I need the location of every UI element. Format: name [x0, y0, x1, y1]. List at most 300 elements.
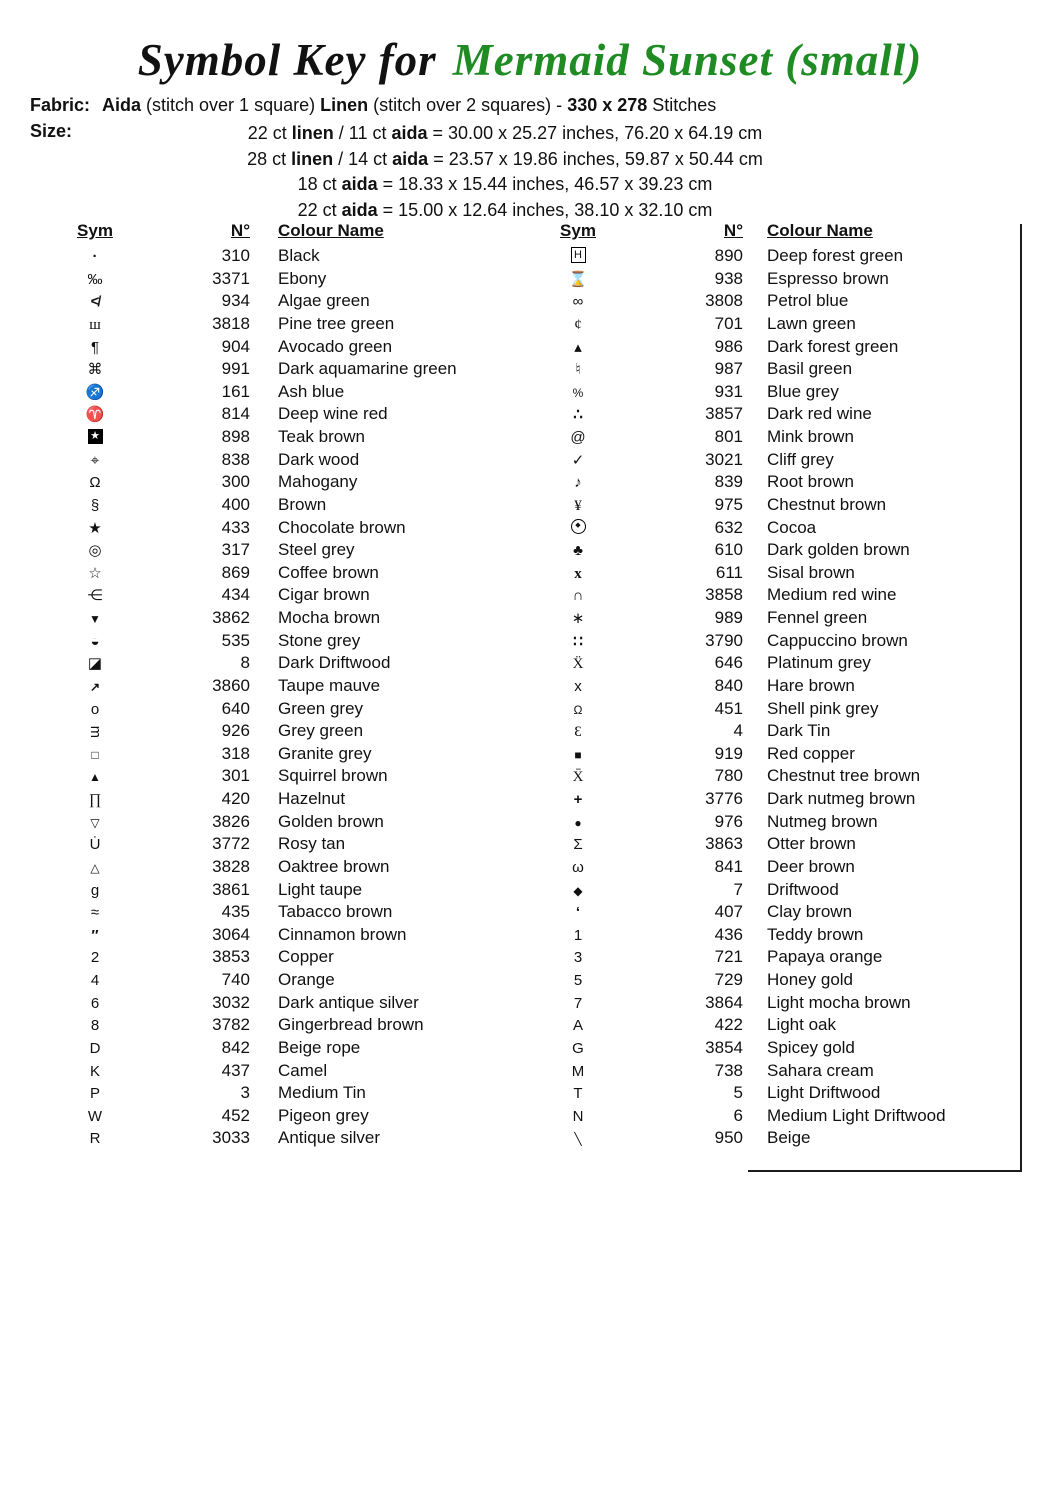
floss-number-cell: 8 — [240, 653, 250, 673]
symbol-cell — [30, 765, 160, 789]
fabric-segment: (stitch over 2 squares) - — [368, 95, 568, 115]
table-row — [30, 879, 490, 902]
symbol-cell — [30, 336, 160, 360]
floss-number-cell: 3776 — [705, 789, 743, 808]
stitch-symbol-glyph: A — [572, 1017, 583, 1035]
symbol-cell — [30, 743, 160, 767]
symbol-cell — [513, 901, 643, 925]
colour-name-cell: Ash blue — [278, 381, 345, 401]
colour-name-cell: Driftwood — [767, 879, 839, 899]
stitch-symbol-glyph: g — [90, 881, 100, 899]
colour-name-cell: Teak brown — [278, 427, 365, 446]
fabric-segment: Stitches — [647, 95, 717, 115]
table-row — [513, 1014, 1013, 1037]
stitch-symbol-glyph: ♮ — [575, 361, 581, 379]
floss-number-cell: 838 — [221, 449, 250, 469]
stitch-symbol-glyph: ≈ — [90, 904, 100, 922]
colour-name-cell: Sisal brown — [767, 562, 855, 582]
symbol-cell — [513, 765, 643, 789]
table-row — [513, 313, 1013, 336]
table-row — [30, 788, 490, 811]
symbol-cell — [30, 426, 160, 449]
stitch-symbol-glyph: Σ — [573, 836, 583, 854]
size-segment: aida — [341, 200, 378, 221]
table-row — [30, 1037, 490, 1060]
table-row — [30, 698, 490, 721]
colour-name-cell: Rosy tan — [278, 834, 346, 854]
floss-number-cell: 3828 — [212, 856, 250, 876]
floss-number-cell: 3790 — [705, 630, 743, 650]
size-line — [70, 172, 940, 198]
size-block — [30, 121, 940, 224]
symbol-cell — [30, 268, 160, 292]
stitch-symbol-glyph: ш — [89, 316, 101, 333]
floss-number-cell: 610 — [714, 540, 743, 560]
table-row — [30, 290, 490, 313]
fabric-line — [30, 95, 716, 116]
table-row — [513, 1082, 1013, 1105]
floss-number-cell: 987 — [714, 359, 743, 379]
colour-name-cell: Hare brown — [767, 675, 855, 695]
stitch-symbol-glyph: P — [89, 1085, 100, 1103]
floss-number-cell: 436 — [714, 924, 743, 944]
stitch-symbol-glyph: ↗ — [89, 679, 101, 694]
floss-number-cell: 3858 — [705, 585, 743, 605]
symbol-cell — [30, 924, 160, 948]
floss-number-cell: 740 — [221, 970, 250, 989]
colour-name-cell: Dark Driftwood — [278, 653, 391, 673]
header-number: N° — [230, 221, 250, 240]
stitch-symbol-glyph: ∗ — [571, 610, 585, 627]
symbol-cell — [513, 381, 643, 405]
floss-number-cell: 317 — [221, 540, 250, 560]
table-row — [513, 607, 1013, 630]
stitch-symbol-glyph: ■ — [574, 747, 582, 762]
stitch-symbol-glyph: ≮ — [90, 293, 100, 311]
stitch-symbol-glyph: ♪ — [574, 474, 582, 492]
colour-name-cell: Golden brown — [278, 811, 384, 831]
floss-number-cell: 632 — [714, 517, 743, 537]
table-row — [513, 539, 1013, 562]
floss-number-cell: 3826 — [212, 811, 250, 831]
colour-name-cell: Steel grey — [278, 540, 355, 560]
colour-name-cell: Platinum grey — [767, 653, 871, 673]
colour-name-cell: Oaktree brown — [278, 856, 390, 876]
table-row — [30, 245, 490, 268]
colour-name-cell: Red copper — [767, 743, 855, 763]
floss-number-cell: 3064 — [212, 924, 250, 944]
table-row — [30, 675, 490, 698]
table-row — [513, 788, 1013, 811]
table-row — [30, 471, 490, 494]
stitch-symbol-glyph: ♈ — [85, 406, 105, 424]
stitch-symbol-glyph: ▽ — [90, 815, 100, 830]
symbol-cell — [513, 924, 643, 948]
table-row — [513, 1060, 1013, 1083]
fabric-segment: 330 x 278 — [567, 95, 648, 115]
floss-number-cell: 3853 — [212, 947, 250, 967]
floss-number-cell: 898 — [221, 427, 250, 446]
bottom-border-rule — [748, 1170, 1022, 1172]
stitch-symbol-glyph: Ɛ — [574, 724, 582, 741]
table-row — [30, 856, 490, 879]
colour-name-cell: Dark antique silver — [278, 992, 419, 1012]
table-row — [30, 833, 490, 856]
floss-number-cell: 840 — [714, 675, 743, 695]
floss-number-cell: 5 — [733, 1083, 743, 1103]
symbol-cell — [30, 698, 160, 722]
symbol-cell — [30, 720, 160, 744]
floss-number-cell: 950 — [714, 1128, 743, 1148]
colour-name-cell: Pine tree green — [278, 313, 395, 333]
table-row — [513, 426, 1013, 449]
floss-number-cell: 3021 — [705, 449, 743, 469]
fabric-segment: Linen — [320, 95, 369, 115]
stitch-symbol-glyph: R — [89, 1130, 101, 1148]
table-row — [30, 1105, 490, 1128]
floss-number-cell: 938 — [714, 268, 743, 288]
size-segment: = 23.57 x 19.86 inches, 59.87 x 50.44 cm — [428, 148, 763, 169]
table-row — [30, 449, 490, 472]
colour-name-cell: Beige — [767, 1128, 811, 1148]
size-segment: / 14 ct — [333, 148, 393, 169]
colour-name-cell: Chestnut brown — [767, 494, 887, 514]
colour-name-cell: Dark Tin — [767, 721, 831, 741]
colour-name-cell: Blue grey — [767, 381, 839, 401]
floss-number-cell: 611 — [715, 562, 743, 582]
size-line — [70, 121, 940, 147]
size-segment: = 30.00 x 25.27 inches, 76.20 x 64.19 cm — [427, 123, 763, 143]
table-row — [513, 833, 1013, 856]
stitch-symbol-glyph: 5 — [573, 972, 583, 989]
symbol-cell — [513, 426, 643, 450]
floss-number-cell: 839 — [714, 472, 743, 492]
size-segment: 22 ct — [247, 123, 292, 143]
symbol-cell — [30, 675, 160, 699]
table-row — [513, 517, 1013, 540]
symbol-cell — [30, 969, 160, 993]
colour-name-cell: Dark nutmeg brown — [767, 789, 916, 808]
size-segment: = 18.33 x 15.44 inches, 46.57 x 39.23 cm — [377, 174, 713, 195]
table-row — [30, 358, 490, 381]
stitch-symbol-glyph: + — [573, 791, 583, 808]
floss-number-cell: 437 — [221, 1060, 250, 1080]
symbol-cell — [513, 584, 643, 608]
title-pattern-name: Mermaid Sunset (small) — [452, 35, 923, 85]
colour-name-cell: Root brown — [767, 472, 854, 492]
colour-name-cell: Basil green — [767, 359, 853, 379]
floss-number-cell: 780 — [714, 766, 743, 786]
table-row — [513, 494, 1013, 517]
floss-number-cell: 400 — [221, 494, 250, 514]
colour-name-cell: Gingerbread brown — [278, 1015, 424, 1035]
symbol-cell — [30, 517, 160, 541]
symbol-cell — [513, 652, 643, 676]
colour-name-cell: Spicey gold — [767, 1037, 855, 1057]
stitch-symbol-glyph: ∞ — [572, 293, 584, 311]
table-row — [513, 403, 1013, 426]
table-row — [513, 562, 1013, 585]
colour-name-cell: Light oak — [767, 1015, 836, 1035]
floss-number-cell: 3371 — [212, 268, 250, 288]
floss-number-cell: 904 — [221, 336, 250, 356]
colour-name-cell: Copper — [278, 947, 334, 967]
symbol-cell — [513, 607, 643, 631]
symbol-cell — [513, 675, 643, 699]
table-row — [30, 517, 490, 540]
floss-number-cell: 433 — [221, 517, 250, 537]
table-row — [30, 336, 490, 359]
floss-number-cell: 890 — [714, 246, 743, 265]
symbol-cell — [513, 403, 643, 427]
table-row — [30, 426, 490, 449]
table-row — [513, 765, 1013, 788]
floss-number-cell: 991 — [221, 359, 250, 379]
symbol-cell — [513, 1127, 643, 1151]
key-table-right — [513, 220, 1013, 1150]
table-row — [30, 607, 490, 630]
table-row — [513, 630, 1013, 653]
table-row — [30, 720, 490, 743]
symbol-cell — [30, 290, 160, 314]
colour-name-cell: Taupe mauve — [278, 675, 381, 695]
table-row — [513, 471, 1013, 494]
stitch-symbol-glyph: ⌛ — [568, 270, 588, 288]
size-segment: 22 ct — [297, 200, 342, 221]
stitch-symbol-glyph: T — [573, 1085, 583, 1103]
colour-name-cell: Papaya orange — [767, 947, 883, 967]
table-row — [30, 562, 490, 585]
floss-number-cell: 926 — [221, 721, 250, 741]
symbol-cell — [30, 856, 160, 880]
symbol-cell — [513, 969, 643, 993]
size-line — [70, 147, 940, 173]
stitch-symbol-glyph: ᴟ — [90, 723, 100, 741]
floss-number-cell: 3860 — [212, 675, 250, 695]
table-row — [30, 946, 490, 969]
symbol-cell — [30, 494, 160, 518]
table-row — [30, 992, 490, 1015]
table-row — [30, 1082, 490, 1105]
size-segment: aida — [341, 174, 378, 195]
stitch-symbol-glyph: ◎ — [88, 542, 102, 560]
colour-name-cell: Medium red wine — [767, 585, 897, 605]
stitch-symbol-glyph: ♐ — [85, 383, 105, 401]
stitch-symbol-glyph: 4 — [90, 972, 100, 989]
header-number: N° — [723, 221, 743, 240]
colour-name-cell: Cliff grey — [767, 449, 834, 469]
table-row — [513, 856, 1013, 879]
symbol-cell — [30, 1105, 160, 1129]
table-row — [513, 584, 1013, 607]
floss-number-cell: 310 — [221, 246, 250, 265]
stitch-symbol-glyph: 7 — [573, 994, 583, 1012]
stitch-symbol-glyph: x — [574, 677, 582, 695]
stitch-symbol-glyph: ● — [574, 815, 582, 830]
colour-name-cell: Deep forest green — [767, 246, 904, 265]
stitch-symbol-glyph: Ẍ — [572, 656, 584, 673]
colour-name-cell: Coffee brown — [278, 562, 379, 582]
colour-name-cell: Orange — [278, 970, 335, 989]
symbol-cell — [30, 471, 160, 495]
floss-number-cell: 7 — [733, 879, 743, 899]
stitch-symbol-glyph: ◪ — [87, 655, 103, 673]
table-row — [30, 1014, 490, 1037]
stitch-symbol-glyph: § — [90, 496, 100, 514]
symbol-cell — [513, 1014, 643, 1038]
colour-name-cell: Dark aquamarine green — [278, 359, 457, 379]
table-row — [30, 811, 490, 834]
table-row — [30, 539, 490, 562]
colour-name-cell: Mink brown — [767, 427, 854, 446]
colour-name-cell: Espresso brown — [767, 268, 889, 288]
table-row — [513, 698, 1013, 721]
size-segment: linen — [291, 148, 334, 169]
floss-number-cell: 434 — [221, 585, 250, 605]
symbol-cell — [513, 517, 643, 540]
stitch-symbol-glyph: 8 — [90, 1017, 100, 1035]
symbol-cell — [30, 1060, 160, 1084]
header-colour-name: Colour Name — [767, 221, 873, 240]
symbol-cell — [513, 1105, 643, 1129]
stitch-symbol-glyph: G — [572, 1039, 584, 1057]
floss-number-cell: 869 — [221, 562, 250, 582]
colour-name-cell: Tabacco brown — [278, 902, 393, 922]
stitch-symbol-glyph: 6 — [90, 994, 100, 1012]
stitch-symbol-glyph: Ω — [573, 702, 583, 717]
table-row — [30, 1127, 490, 1150]
colour-name-cell: Ebony — [278, 268, 327, 288]
floss-number-cell: 422 — [714, 1015, 743, 1035]
colour-name-cell: Dark wood — [278, 449, 360, 469]
symbol-cell — [30, 788, 160, 812]
symbol-cell — [30, 1082, 160, 1106]
symbol-cell — [513, 879, 643, 903]
stitch-symbol-glyph: @ — [570, 429, 586, 446]
stitch-symbol-glyph: % — [572, 385, 584, 400]
stitch-symbol-glyph: △ — [90, 860, 100, 875]
symbol-cell — [30, 946, 160, 970]
floss-number-cell: 3861 — [212, 879, 250, 899]
floss-number-cell: 407 — [714, 902, 743, 922]
table-row — [513, 1037, 1013, 1060]
symbol-cell — [30, 313, 160, 337]
colour-name-cell: Clay brown — [767, 902, 853, 922]
floss-number-cell: 646 — [714, 653, 743, 673]
stitch-symbol-glyph: Ω — [89, 474, 101, 492]
header-colour-name: Colour Name — [278, 221, 384, 240]
stitch-symbol-glyph: ∩ — [572, 587, 584, 605]
stitch-symbol-glyph: M — [571, 1062, 585, 1080]
floss-number-cell: 975 — [714, 494, 743, 514]
size-segment: aida — [392, 148, 429, 169]
stitch-symbol-glyph: X̄ — [572, 769, 584, 786]
colour-name-cell: Light Driftwood — [767, 1083, 881, 1103]
symbol-cell — [30, 539, 160, 563]
floss-number-cell: 452 — [221, 1105, 250, 1125]
table-row — [513, 1105, 1013, 1128]
colour-name-cell: Dark forest green — [767, 336, 899, 356]
colour-name-cell: Medium Light Driftwood — [767, 1105, 946, 1125]
table-row — [513, 1127, 1013, 1150]
table-header-row — [513, 220, 1013, 245]
symbol-cell — [30, 811, 160, 835]
symbol-cell — [30, 879, 160, 903]
stitch-symbol-glyph: ◆ — [571, 519, 586, 534]
stitch-symbol-glyph: ▼ — [89, 612, 101, 626]
colour-name-cell: Camel — [278, 1060, 328, 1080]
symbol-cell — [30, 1127, 160, 1151]
header-sym: Sym — [77, 221, 113, 240]
symbol-cell — [513, 313, 643, 337]
colour-name-cell: Fennel green — [767, 608, 868, 627]
colour-name-cell: Squirrel brown — [278, 766, 388, 786]
floss-number-cell: 841 — [714, 856, 743, 876]
floss-number-cell: 3032 — [212, 992, 250, 1012]
floss-number-cell: 3854 — [705, 1037, 743, 1057]
stitch-symbol-glyph: ‘ — [575, 904, 581, 922]
symbol-cell — [30, 630, 160, 654]
table-row — [513, 652, 1013, 675]
stitch-symbol-glyph: H — [571, 247, 586, 263]
table-row — [513, 675, 1013, 698]
stitch-symbol-glyph: ✓ — [571, 451, 585, 469]
symbol-cell — [30, 245, 160, 269]
page-title — [0, 34, 1060, 86]
stitch-symbol-glyph: o — [90, 700, 100, 718]
floss-number-cell: 3864 — [705, 992, 743, 1012]
table-row — [30, 652, 490, 675]
floss-number-cell: 814 — [221, 404, 250, 424]
table-row — [30, 765, 490, 788]
table-row — [30, 494, 490, 517]
floss-number-cell: 3857 — [705, 404, 743, 424]
floss-number-cell: 161 — [221, 381, 250, 401]
symbol-cell — [30, 381, 160, 405]
stitch-symbol-glyph: W — [87, 1107, 103, 1125]
symbol-cell — [513, 946, 643, 970]
header-sym: Sym — [560, 221, 596, 240]
floss-number-cell: 701 — [714, 313, 743, 333]
stitch-symbol-glyph: 2 — [90, 949, 100, 967]
symbol-cell — [513, 833, 643, 857]
fabric-segment: (stitch over 1 square) — [141, 95, 321, 115]
colour-name-cell: Brown — [278, 494, 327, 514]
right-border-rule — [1020, 224, 1022, 1172]
symbol-cell — [513, 992, 643, 1016]
floss-number-cell: 3808 — [705, 291, 743, 311]
floss-number-cell: 318 — [221, 743, 250, 763]
colour-name-cell: Dark golden brown — [767, 540, 910, 560]
table-row — [513, 381, 1013, 404]
floss-number-cell: 3033 — [212, 1128, 250, 1148]
table-rows-right — [513, 245, 1013, 1150]
colour-name-cell: Otter brown — [767, 834, 856, 854]
floss-number-cell: 934 — [221, 291, 250, 311]
table-row — [30, 313, 490, 336]
table-row — [513, 358, 1013, 381]
floss-number-cell: 301 — [221, 766, 250, 786]
colour-name-cell: Green grey — [278, 698, 364, 718]
symbol-cell — [513, 290, 643, 314]
table-row — [30, 584, 490, 607]
symbol-cell — [30, 1014, 160, 1038]
title-prefix: Symbol Key for — [137, 35, 437, 85]
stitch-symbol-glyph: x — [574, 565, 582, 582]
symbol-cell — [513, 743, 643, 767]
table-row — [513, 743, 1013, 766]
symbol-cell — [513, 1082, 643, 1106]
